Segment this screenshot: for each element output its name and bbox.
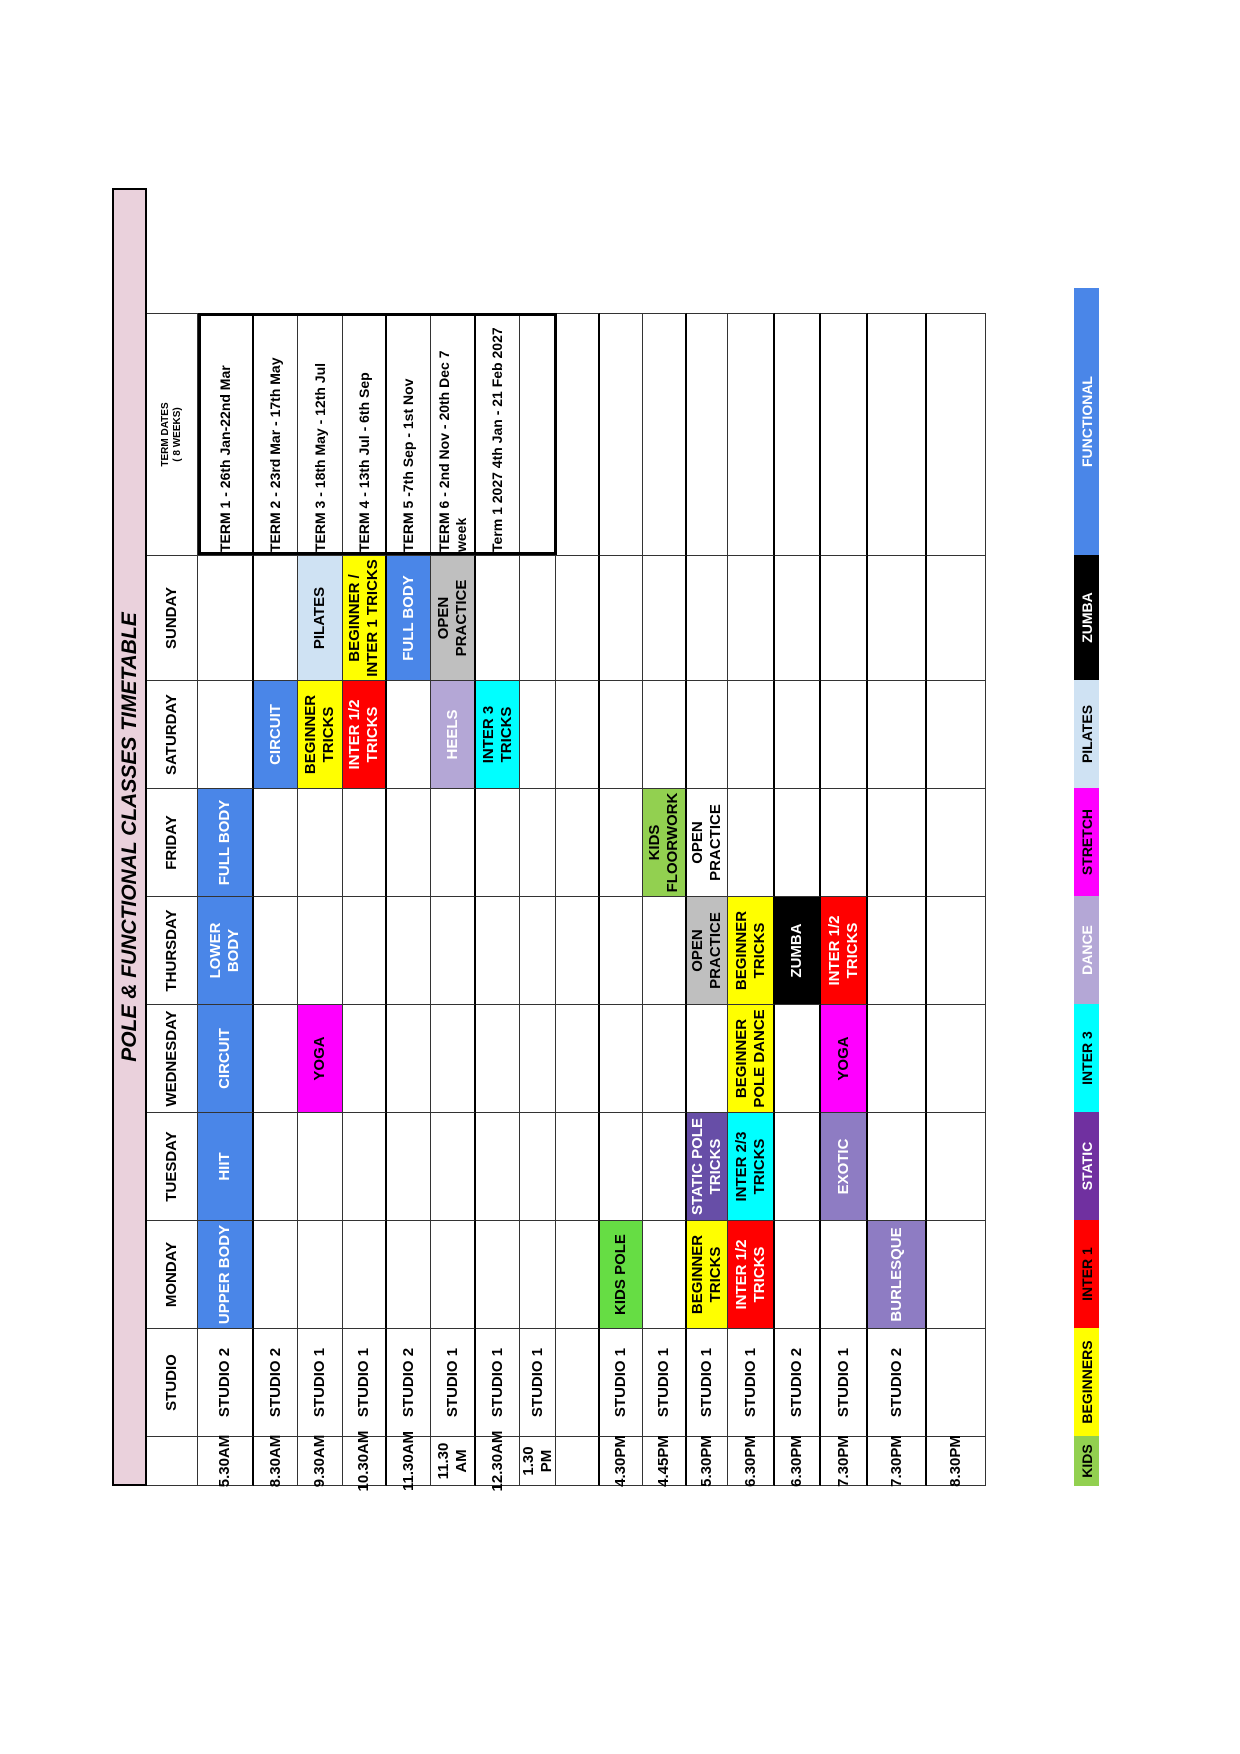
term-cell [775,313,821,555]
legend-inter-3: INTER 3 [1074,1004,1099,1112]
class-cell: FULL BODY [387,555,431,680]
empty-cell [556,680,600,788]
class-cell: CIRCUIT [254,680,298,788]
empty-cell [927,788,986,896]
empty-cell [600,555,643,680]
empty-cell [728,555,775,680]
term-cell [643,313,687,555]
studio-cell [927,1328,986,1436]
empty-cell [343,788,387,896]
class-cell: FULL BODY [198,788,254,896]
empty-cell [254,1004,298,1112]
table-row [198,188,254,1486]
class-cell: STATIC POLE TRICKS [687,1112,728,1220]
empty-cell [343,896,387,1004]
class-cell: KIDS POLE [600,1220,643,1328]
class-cell: UPPER BODY [198,1220,254,1328]
empty-cell [387,1112,431,1220]
header-thursday: THURSDAY [147,896,198,1004]
empty-cell [343,1112,387,1220]
empty-cell [298,1220,343,1328]
time-cell: 12.30AM [476,1436,520,1486]
term-cell: TERM 5 -7th Sep - 1st Nov [387,313,431,555]
term-cell: TERM 3 - 18th May - 12th Jul [298,313,343,555]
term-cell [687,313,728,555]
empty-cell [643,1112,687,1220]
empty-cell [476,896,520,1004]
time-cell [556,1436,600,1486]
empty-cell [643,555,687,680]
empty-cell [868,788,927,896]
time-cell: 11.30AM [387,1436,431,1486]
empty-cell [556,1004,600,1112]
term-cell [868,313,927,555]
time-cell: 1.30 PM [520,1436,556,1486]
empty-cell [775,1112,821,1220]
empty-cell [387,1004,431,1112]
class-cell: OPEN PRACTICE [687,896,728,1004]
table-row [687,188,728,1486]
empty-cell [520,555,556,680]
empty-cell [254,555,298,680]
empty-cell [387,788,431,896]
empty-cell [520,1220,556,1328]
empty-cell [298,788,343,896]
studio-cell: STUDIO 1 [298,1328,343,1436]
empty-cell [643,680,687,788]
time-cell: 7.30PM [868,1436,927,1486]
time-cell: 6.30PM [728,1436,775,1486]
studio-cell: STUDIO 1 [728,1328,775,1436]
empty-cell [927,1220,986,1328]
empty-cell [687,1004,728,1112]
header-saturday: SATURDAY [147,680,198,788]
class-cell: OPEN PRACTICE [431,555,476,680]
empty-cell [821,788,868,896]
class-cell: BEGINNER POLE DANCE [728,1004,775,1112]
class-cell: HIIT [198,1112,254,1220]
table-row [476,188,520,1492]
empty-cell [520,680,556,788]
empty-cell [556,555,600,680]
term-cell [927,313,986,555]
empty-cell [298,1112,343,1220]
term-cell: TERM 4 - 13th Jul - 6th Sep [343,313,387,555]
empty-cell [198,555,254,680]
empty-cell [868,555,927,680]
legend-beginners: BEGINNERS [1074,1328,1099,1436]
class-cell: INTER 1/2 TRICKS [728,1220,775,1328]
empty-cell [476,1004,520,1112]
class-cell: YOGA [298,1004,343,1112]
term-cell [600,313,643,555]
class-cell: INTER 2/3 TRICKS [728,1112,775,1220]
legend-inter-1: INTER 1 [1074,1220,1099,1328]
header-term-dates [147,313,198,555]
header-studio: STUDIO [147,1328,198,1436]
studio-cell: STUDIO 1 [821,1328,868,1436]
term-cell [556,313,600,555]
empty-cell [387,1220,431,1328]
empty-cell [387,680,431,788]
empty-cell [254,1112,298,1220]
legend-dance: DANCE [1074,896,1099,1004]
class-cell: PILATES [298,555,343,680]
empty-cell [821,555,868,680]
table-row [927,188,986,1486]
table-row [775,188,821,1486]
legend-pilates: PILATES [1074,680,1099,788]
empty-cell [821,680,868,788]
studio-cell: STUDIO 1 [643,1328,687,1436]
empty-cell [600,1112,643,1220]
empty-cell [687,680,728,788]
studio-cell: STUDIO 1 [476,1328,520,1436]
empty-cell [254,1220,298,1328]
term-cell [728,313,775,555]
term-cell [520,313,556,555]
time-cell: 10.30AM [343,1436,387,1486]
class-cell: ZUMBA [775,896,821,1004]
empty-cell [927,1004,986,1112]
header-time [147,1436,198,1486]
studio-cell: STUDIO 1 [600,1328,643,1436]
empty-cell [927,896,986,1004]
empty-cell [868,896,927,1004]
empty-cell [254,896,298,1004]
empty-cell [556,1112,600,1220]
studio-cell: STUDIO 1 [343,1328,387,1436]
class-cell: BEGINNER TRICKS [298,680,343,788]
header-sunday: SUNDAY [147,555,198,680]
time-cell: 11.30 AM [431,1436,476,1486]
empty-cell [556,1220,600,1328]
header-row [147,188,198,1486]
class-cell: KIDS FLOORWORK [643,788,687,896]
empty-cell [254,788,298,896]
empty-cell [927,1112,986,1220]
legend-zumba: ZUMBA [1074,555,1099,680]
term-dates-subtitle: ( 8 WEEKS) [172,407,183,462]
table-row [556,188,600,1486]
empty-cell [520,1004,556,1112]
table-row [343,188,387,1492]
time-cell: 5.30PM [687,1436,728,1486]
empty-cell [687,555,728,680]
header-tuesday: TUESDAY [147,1112,198,1220]
term-dates-title: TERM DATES [160,402,171,467]
studio-cell: STUDIO 1 [520,1328,556,1436]
legend [1074,188,1099,1486]
empty-cell [775,680,821,788]
empty-cell [821,1220,868,1328]
table-row [387,188,431,1492]
legend-static: STATIC [1074,1112,1099,1220]
table-row [431,188,476,1486]
empty-cell [868,1004,927,1112]
empty-cell [431,1112,476,1220]
empty-cell [431,1220,476,1328]
timetable-grid [147,188,1057,1492]
empty-cell [927,555,986,680]
term-cell [821,313,868,555]
studio-cell: STUDIO 2 [387,1328,431,1436]
empty-cell [600,896,643,1004]
empty-cell [556,896,600,1004]
empty-cell [728,788,775,896]
empty-cell [600,680,643,788]
empty-cell [868,1112,927,1220]
header-friday: FRIDAY [147,788,198,896]
time-cell: 5.30AM [198,1436,254,1486]
time-cell: 4.30PM [600,1436,643,1486]
empty-cell [868,680,927,788]
empty-cell [600,788,643,896]
empty-cell [476,1220,520,1328]
table-row [254,188,298,1486]
empty-cell [775,555,821,680]
empty-cell [476,1112,520,1220]
table-row [821,188,868,1486]
class-cell: INTER 3 TRICKS [476,680,520,788]
table-row [600,188,643,1486]
empty-cell [600,1004,643,1112]
class-cell: BEGINNER TRICKS [728,896,775,1004]
time-cell: 9.30AM [298,1436,343,1486]
time-cell: 4.45PM [643,1436,687,1486]
class-cell: BURLESQUE [868,1220,927,1328]
empty-cell [476,555,520,680]
time-cell: 7.30PM [821,1436,868,1486]
empty-cell [728,680,775,788]
header-wednesday: WEDNESDAY [147,1004,198,1112]
class-cell: CIRCUIT [198,1004,254,1112]
empty-cell [520,1112,556,1220]
empty-cell [343,1004,387,1112]
time-cell: 8.30PM [927,1436,986,1486]
empty-cell [775,1220,821,1328]
table-row [520,188,556,1486]
studio-cell: STUDIO 1 [687,1328,728,1436]
empty-cell [520,788,556,896]
empty-cell [643,1220,687,1328]
legend-stretch: STRETCH [1074,788,1099,896]
term-cell: TERM 1 - 26th Jan-22nd Mar [198,313,254,555]
class-cell: YOGA [821,1004,868,1112]
term-cell: TERM 6 - 2nd Nov - 20th Dec 7 week [431,313,476,555]
class-cell: EXOTIC [821,1112,868,1220]
empty-cell [643,1004,687,1112]
class-cell: INTER 1/2 TRICKS [821,896,868,1004]
empty-cell [198,680,254,788]
table-row [643,188,687,1486]
empty-cell [431,896,476,1004]
class-cell: BEGINNER / INTER 1 TRICKS [343,555,387,680]
class-cell: BEGINNER TRICKS [687,1220,728,1328]
time-cell: 6.30PM [775,1436,821,1486]
class-cell: LOWER BODY [198,896,254,1004]
header-monday: MONDAY [147,1220,198,1328]
empty-cell [927,680,986,788]
empty-cell [343,1220,387,1328]
class-cell: OPEN PRACTICE [687,788,728,896]
table-row [298,188,343,1486]
page-title: POLE & FUNCTIONAL CLASSES TIMETABLE [112,188,147,1486]
legend-functional: FUNCTIONAL [1074,288,1099,555]
studio-cell: STUDIO 2 [254,1328,298,1436]
empty-cell [476,788,520,896]
empty-cell [431,1004,476,1112]
studio-cell: STUDIO 1 [431,1328,476,1436]
class-cell: HEELS [431,680,476,788]
empty-cell [387,896,431,1004]
table-row [728,188,775,1486]
empty-cell [643,896,687,1004]
studio-cell: STUDIO 2 [198,1328,254,1436]
empty-cell [520,896,556,1004]
time-cell: 8.30AM [254,1436,298,1486]
term-cell: Term 1 2027 4th Jan - 21 Feb 2027 [476,313,520,555]
empty-cell [298,896,343,1004]
empty-cell [775,788,821,896]
studio-cell [556,1328,600,1436]
table-row [868,188,927,1486]
term-cell: TERM 2 - 23rd Mar - 17th May [254,313,298,555]
studio-cell: STUDIO 2 [775,1328,821,1436]
studio-cell: STUDIO 2 [868,1328,927,1436]
empty-cell [556,788,600,896]
empty-cell [775,1004,821,1112]
empty-cell [431,788,476,896]
legend-kids: KIDS [1074,1436,1099,1486]
class-cell: INTER 1/2 TRICKS [343,680,387,788]
